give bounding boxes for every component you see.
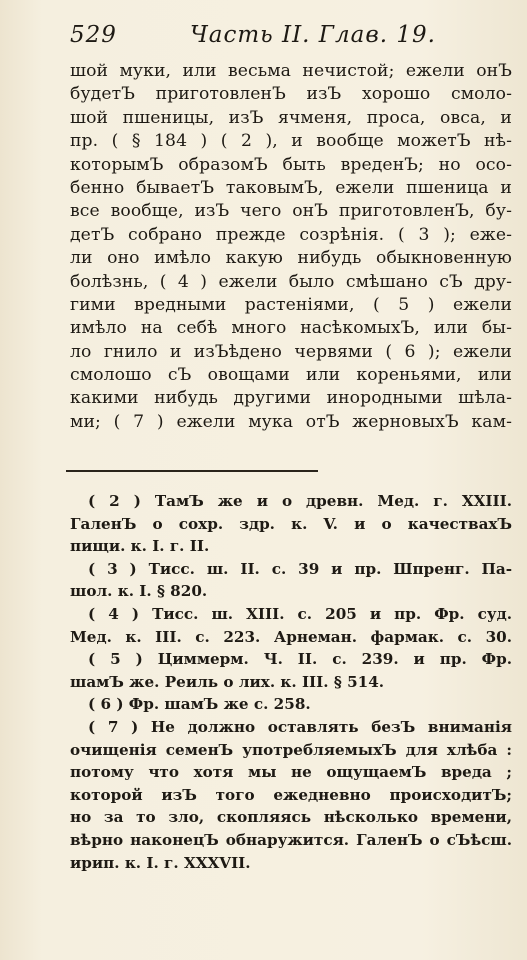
footnote-line: ирип. к. I. г. XXXVII. [70,853,251,872]
footnote-line: ( 2 ) ТамЪ же и о древн. Мед. г. XXIII. [88,492,512,510]
footnote-line: шамЪ же. Реиль о лих. к. III. § 514. [70,672,385,691]
body-line: смолошо сЪ овощами или кореньями, или [70,365,512,386]
body-line: детЪ собрано прежде созрѣнія. ( 3 ); еже- [70,224,512,245]
footnote-line: потому что хотя мы не ощущаемЪ вреда ; [70,763,512,782]
body-line: ли оно имѣло какую нибудь обыкновенную [70,248,512,269]
body-line: шой пшеницы, изЪ ячменя, проса, овса, и [70,107,512,128]
page-header [70,22,470,58]
footnote-line: пищи. к. I. г. II. [70,537,210,556]
footnote-line: ( 7 ) Не должно оставлять безЪ вниманія [88,717,512,736]
body-line: ми; ( 7 ) ежели мука отЪ жерновыхЪ кам- [70,411,512,432]
body-line: будетЪ приготовленЪ изЪ хорошо смоло- [70,84,512,105]
body-line: пр. ( § 184 ) ( 2 ), и вообще можетЪ нѣ- [70,131,512,152]
footnote-line: вѣрно наконецЪ обнаружится. ГаленЪ о сЪѣсш. [70,830,512,849]
body-line: имѣло на себѣ много насѣкомыхЪ, или бы- [70,318,512,339]
body-line: которымЪ образомЪ быть вреденЪ; но осо- [70,154,512,175]
footnote-line: но за то зло, скопляясь нѣсколько времени, [70,808,512,827]
footnote-7 [70,716,512,874]
footnote-line: ( 6 ) Фр. шамЪ же с. 258. [88,695,311,714]
footnote-4 [70,603,512,648]
footnotes [70,490,512,874]
footnote-2 [70,490,512,558]
footnote-line: ( 5 ) Циммерм. Ч. II. с. 239. и пр. Фр. [88,650,512,669]
body-line: болѣзнь, ( 4 ) ежели было смѣшано сЪ дру- [70,271,512,292]
footnote-rule [66,470,318,472]
body-line: гими вредными растеніями, ( 5 ) ежели [70,294,512,315]
footnote-3 [70,558,512,603]
running-head: Часть II. Глав. 19. [190,22,436,48]
body-line: бенно бываетЪ таковымЪ, ежели пшеница и [70,177,512,198]
body-line: шой муки, или весьма нечистой; ежели онЪ [70,61,512,81]
footnote-line: Мед. к. III. с. 223. Арнеман. фармак. с. 30. [70,627,512,646]
footnote-5 [70,648,512,693]
body-line: все вообще, изЪ чего онЪ приготовленЪ, бу- [70,201,512,222]
footnote-line: ( 4 ) Тисс. ш. XIII. с. 205 и пр. Фр. суд. [88,604,512,623]
body-line: какими нибудь другими инородными шѣла- [70,388,512,409]
body-line: ло гнило и изЪѣдено червями ( 6 ); ежели [70,341,512,362]
footnote-6 [70,693,512,716]
footnote-line: ГаленЪ о сохр. здр. к. V. и о качествахЪ [70,514,512,533]
footnote-line: шол. к. I. § 820. [70,582,208,601]
page-number: 529 [70,22,117,48]
footnote-line: очищенія семенЪ употребляемыхЪ для хлѣба : [70,740,512,759]
body-text [70,60,512,434]
footnote-line: ( 3 ) Тисс. ш. II. с. 39 и пр. Шпренг. Па- [88,559,512,578]
footnote-line: которой изЪ того ежедневно происходитЪ; [70,785,512,804]
